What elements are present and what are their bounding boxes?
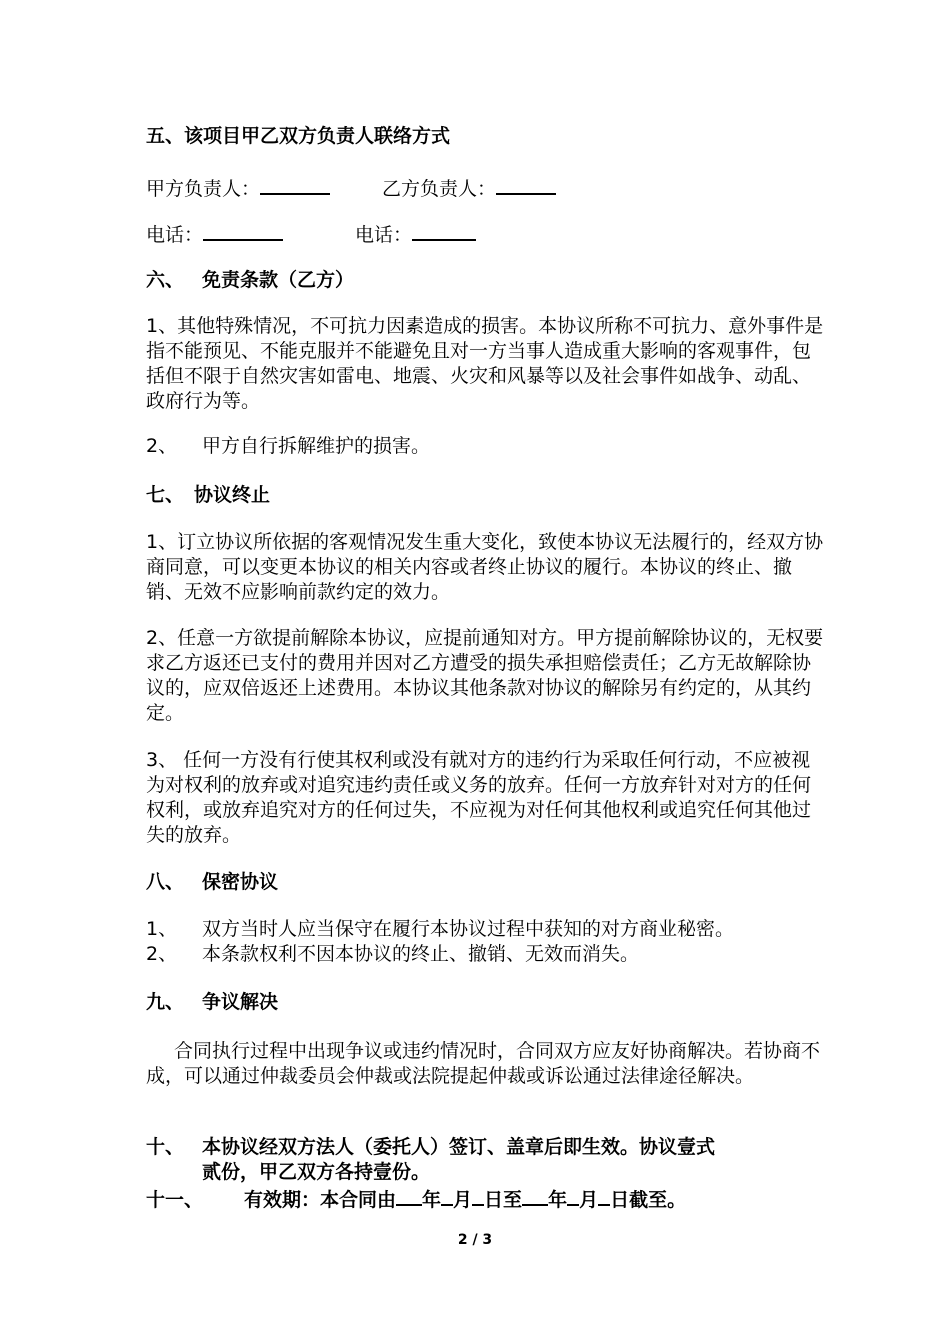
phone-row: [146, 220, 476, 248]
section-8-heading: [146, 870, 826, 895]
section-6-heading: [146, 268, 826, 293]
section-8-number: 八、: [146, 871, 185, 893]
section-7-paragraph-3: 3、 任何一方没有行使其权利或没有就对方的违约行为采取任何行动，不应被视为对权利的放弃或对追究违约责任或义务的放弃。任何一方放弃针对对方的任何权利，或放弃追究对方的任何过失，不应视为对任何其他权利或追究任何其他过失的放弃。: [146, 749, 812, 846]
end-month-blank: [567, 1185, 579, 1206]
section-9-heading: [146, 990, 826, 1015]
phone-a-label: 电话：: [146, 224, 204, 246]
section-6-paragraph-2: [146, 434, 826, 459]
phone-a-blank: [203, 220, 283, 241]
section-8-item-1-number: 1、: [146, 918, 178, 940]
start-month-label: 月: [453, 1189, 473, 1211]
end-year-blank: [522, 1185, 548, 1206]
section-11: [146, 1185, 686, 1213]
section-6-item-2-text: 甲方自行拆解维护的损害。: [202, 435, 431, 457]
section-9-title: 争议解决: [202, 991, 279, 1013]
phone-b-blank: [412, 220, 476, 241]
section-7-paragraph-2: 2、任意一方欲提前解除本协议，应提前通知对方。甲方提前解除协议的，无权要求乙方返还已支付的费用并因对乙方遭受的损失承担赔偿责任；乙方无故解除协议的，应双倍返还上述费用。本协议其他条款对协议的解除另有约定的，从其约定。: [146, 627, 824, 724]
section-5-heading: 五、该项目甲乙双方负责人联络方式: [146, 125, 451, 147]
section-10-line-1: 本协议经双方法人（委托人）签订、盖章后即生效。协议壹式: [202, 1136, 716, 1158]
party-b-contact-label: 乙方负责人：: [382, 178, 497, 200]
party-a-contact-blank: [260, 174, 330, 195]
section-6-number: 六、: [146, 269, 185, 291]
end-month-label: 月: [579, 1189, 599, 1211]
section-8-item-2-text: 本条款权利不因本协议的终止、撤销、无效而消失。: [202, 943, 640, 965]
section-7-heading: [146, 483, 826, 508]
start-day-label: 日至: [484, 1189, 523, 1211]
section-8-item-2-number: 2、: [146, 943, 178, 965]
start-month-blank: [441, 1185, 453, 1206]
section-8-item-1-text: 双方当时人应当保守在履行本协议过程中获知的对方商业秘密。: [202, 918, 735, 940]
end-year-label: 年: [548, 1189, 568, 1211]
section-8-title: 保密协议: [202, 871, 279, 893]
section-8-item-1: [146, 917, 846, 942]
contact-row: [146, 174, 556, 202]
section-6-item-2-number: 2、: [146, 435, 178, 457]
section-10: [146, 1135, 715, 1160]
section-9-number: 九、: [146, 991, 185, 1013]
validity-prefix: 有效期：本合同由: [244, 1189, 397, 1211]
section-7-title: 协议终止: [194, 484, 271, 506]
section-6-paragraph-1: 1、其他特殊情况，不可抗力因素造成的损害。本协议所称不可抗力、意外事件是指不能预见、不能克服并不能避免且对一方当事人造成重大影响的客观事件，包括但不限于自然灾害如雷电、地震、火灾和风暴等以及社会事件如战争、动乱、政府行为等。: [146, 315, 824, 412]
section-7-number: 七、: [146, 484, 185, 506]
section-11-number: 十一、: [146, 1189, 204, 1211]
page-number: 2 / 3: [457, 1232, 493, 1248]
section-10-continued: 贰份，甲乙双方各持壹份。: [202, 1161, 431, 1183]
end-day-blank: [598, 1185, 610, 1206]
section-8-item-2: [146, 942, 826, 967]
section-6-title: 免责条款（乙方）: [202, 269, 355, 291]
party-b-contact-blank: [496, 174, 556, 195]
end-day-label: 日截至。: [610, 1189, 687, 1211]
section-9-paragraph: 合同执行过程中出现争议或违约情况时，合同双方应友好协商解决。若协商不成，可以通过仲裁委员会仲裁或法院提起仲裁或诉讼通过法律途径解决。: [146, 1040, 821, 1087]
section-7-paragraph-1: 1、订立协议所依据的客观情况发生重大变化，致使本协议无法履行的，经双方协商同意，可以变更本协议的相关内容或者终止协议的履行。本协议的终止、撤销、无效不应影响前款约定的效力。: [146, 531, 824, 603]
party-a-contact-label: 甲方负责人：: [146, 178, 261, 200]
start-year-label: 年: [422, 1189, 442, 1211]
phone-b-label: 电话：: [355, 224, 413, 246]
start-year-blank: [396, 1185, 422, 1206]
section-10-number: 十、: [146, 1136, 185, 1158]
start-day-blank: [472, 1185, 484, 1206]
